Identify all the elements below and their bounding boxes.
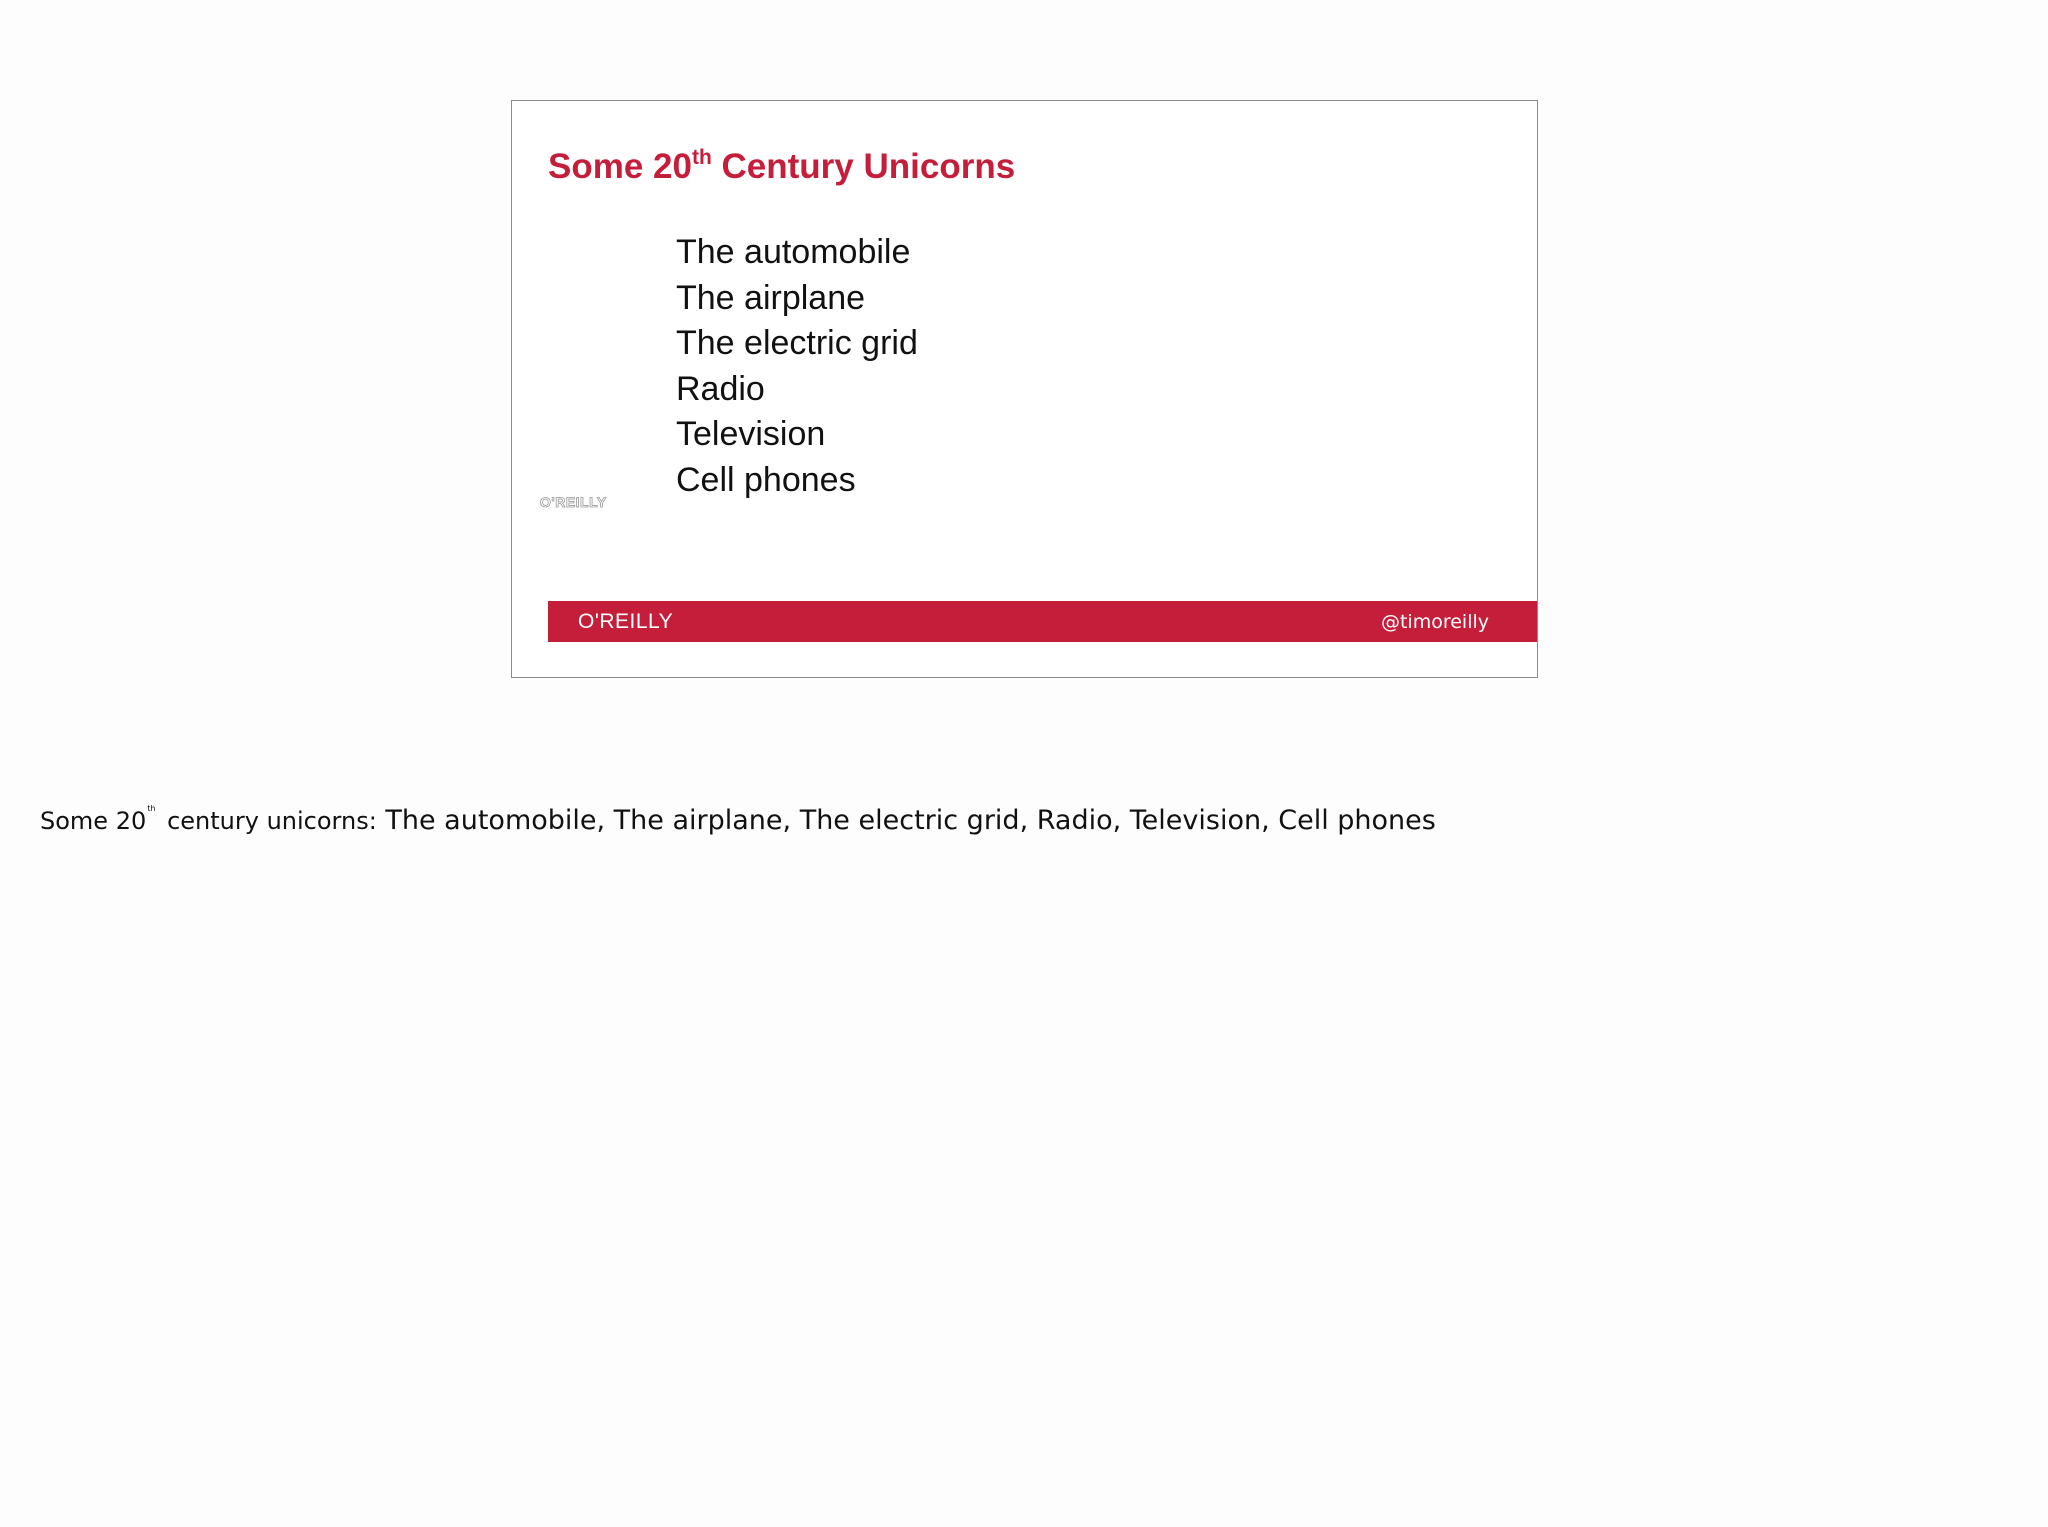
- unicorn-list: [676, 230, 918, 503]
- notes-content: The automobile, The airplane, The electric grid, Radio, Television, Cell phones: [376, 805, 1436, 836]
- notes-prefix: Some 20: [40, 807, 147, 835]
- list-item: Radio: [676, 369, 765, 408]
- slide-title-superscript: th: [691, 146, 712, 169]
- slide: [511, 100, 1538, 678]
- notes-label: [40, 804, 377, 835]
- list-item: The electric grid: [676, 324, 918, 362]
- slide-title-prefix: Some 20: [548, 147, 692, 186]
- notes-superscript: th: [147, 804, 156, 813]
- list-item: The airplane: [676, 278, 866, 317]
- notes-label-rest: century unicorns:: [159, 807, 377, 835]
- list-item: The automobile: [676, 233, 911, 271]
- list-item: Television: [676, 415, 826, 453]
- oreilly-ghost-logo: O'REILLY: [540, 494, 607, 510]
- presenter-notes: [40, 801, 1436, 845]
- list-item: Cell phones: [676, 460, 856, 499]
- footer-bar: [548, 601, 1537, 642]
- twitter-handle: @timoreilly: [1380, 611, 1489, 633]
- slide-title: [548, 145, 1015, 189]
- slide-title-suffix: Century Unicorns: [711, 147, 1016, 186]
- oreilly-logo: O'REILLY: [578, 610, 674, 633]
